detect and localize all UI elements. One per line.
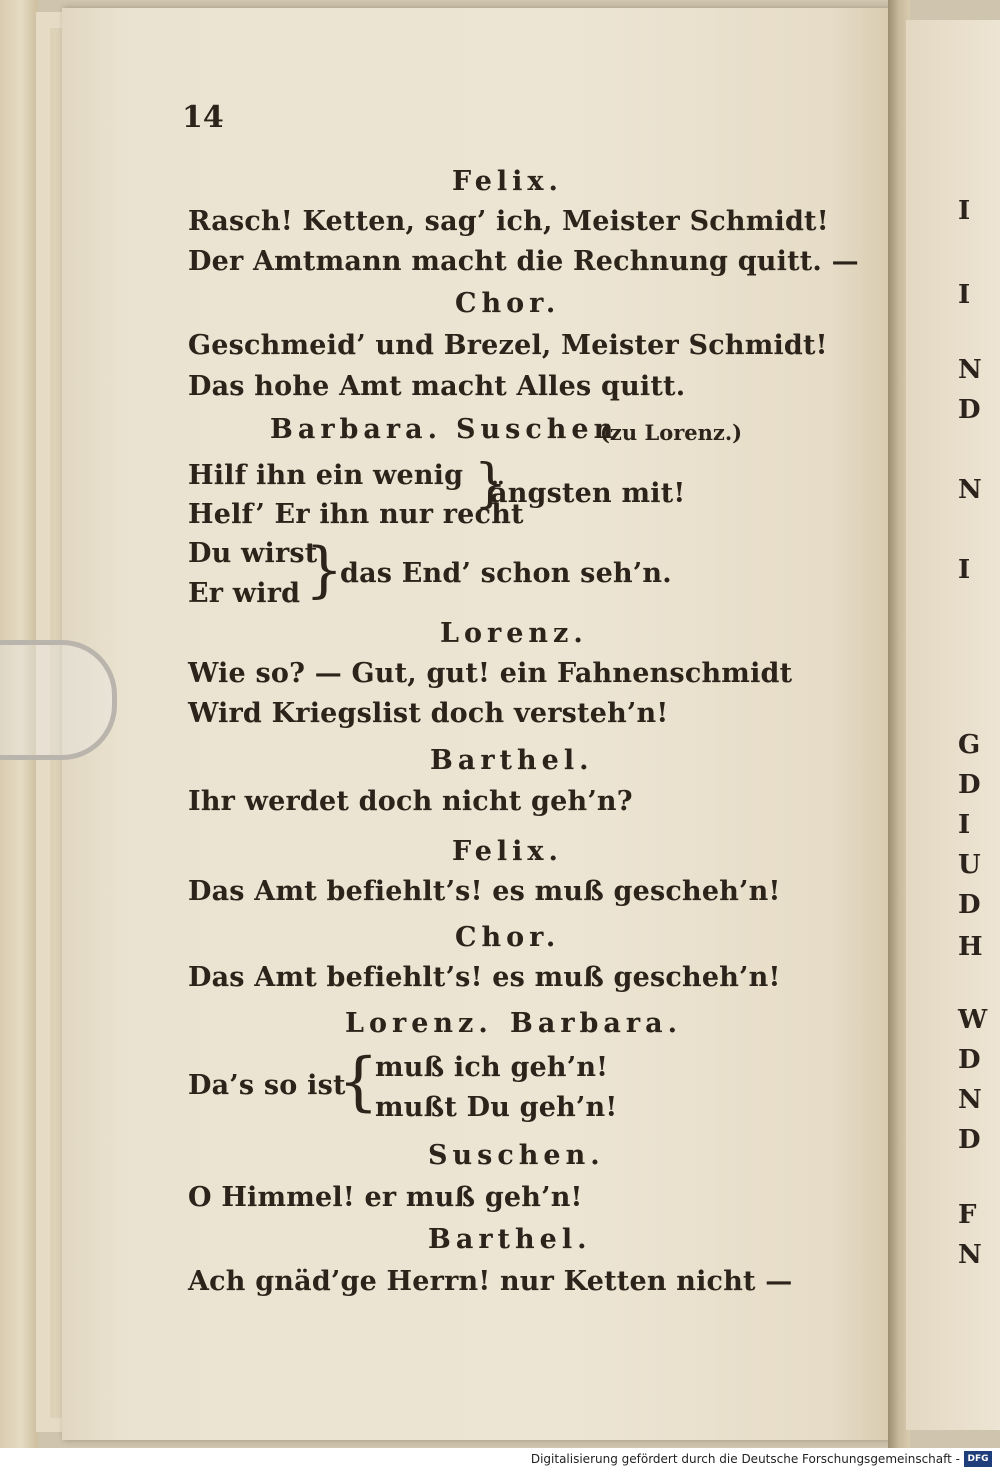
verse-line: Ach gnäd’ge Herrn! nur Ketten nicht — <box>188 1266 793 1297</box>
speaker-name: Suschen. <box>428 1140 605 1171</box>
next-page-letter: N <box>958 475 982 505</box>
next-page-letter: N <box>958 1240 982 1270</box>
verse-line: Da’s so ist <box>188 1070 346 1101</box>
verse-line: Der Amtmann macht die Rechnung quitt. — <box>188 246 859 277</box>
speaker-name: Lorenz. <box>345 1008 493 1039</box>
verse-line: Das Amt befiehlt’s! es muß gescheh’n! <box>188 876 781 907</box>
verse-line: Wird Kriegslist doch versteh’n! <box>188 698 669 729</box>
verse-line: Geschmeid’ und Brezel, Meister Schmidt! <box>188 330 828 361</box>
next-page-letter: U <box>958 850 981 880</box>
next-page-letter: D <box>958 395 981 425</box>
next-page-letter: F <box>958 1200 977 1230</box>
verse-line: Du wirst <box>188 538 318 569</box>
next-page-letter: I <box>958 196 971 226</box>
brace-right: } <box>474 454 508 514</box>
speaker-name: Felix. <box>452 836 563 867</box>
footer-bar <box>0 1448 1000 1473</box>
verse-line: das End’ schon seh’n. <box>340 558 672 589</box>
verse-line: Wie so? — Gut, gut! ein Fahnenschmidt <box>188 658 793 689</box>
next-page-letter: H <box>958 932 983 962</box>
dfg-logo: DFG <box>964 1451 992 1467</box>
verse-line: Rasch! Ketten, sag’ ich, Meister Schmidt! <box>188 206 829 237</box>
verse-line: Das Amt befiehlt’s! es muß gescheh’n! <box>188 962 781 993</box>
next-page-letter: W <box>958 1005 988 1035</box>
verse-line: Helf’ Er ihn nur recht <box>188 499 524 530</box>
verse-line: O Himmel! er muß geh’n! <box>188 1182 583 1213</box>
next-page-letter: I <box>958 280 971 310</box>
next-page-letter: I <box>958 555 971 585</box>
stage-direction: (zu Lorenz.) <box>600 420 743 445</box>
verse-line: Hilf ihn ein wenig <box>188 460 464 491</box>
brace-right: } <box>305 535 344 605</box>
funding-credit: Digitalisierung gefördert durch die Deutsche Forschungsgemeinschaft - <box>530 1452 960 1466</box>
next-page-letter: D <box>958 1045 981 1075</box>
next-page-letter: D <box>958 890 981 920</box>
verse-line: Das hohe Amt macht Alles quitt. <box>188 371 686 402</box>
next-page-letter: G <box>958 730 981 760</box>
speaker-name: Suschen <box>456 414 619 445</box>
speaker-name: Lorenz. <box>440 618 588 649</box>
speaker-name: Chor. <box>455 288 561 319</box>
verse-line: Er wird <box>188 578 301 609</box>
verse-line: mußt Du geh’n! <box>375 1092 618 1123</box>
page-clip <box>0 640 117 760</box>
speaker-name: Felix. <box>452 166 563 197</box>
brace-left: { <box>338 1045 379 1119</box>
next-page-letter: D <box>958 770 981 800</box>
verse-line: Ihr werdet doch nicht geh’n? <box>188 786 633 817</box>
next-page-letter: N <box>958 1085 982 1115</box>
next-page-letter: I <box>958 810 971 840</box>
speaker-name: Barthel. <box>430 745 594 776</box>
speaker-name: Barbara. <box>270 414 443 445</box>
verse-line: ängsten mit! <box>490 478 686 509</box>
page-number: 14 <box>182 100 224 135</box>
next-page-letter: D <box>958 1125 981 1155</box>
speaker-name: Chor. <box>455 922 561 953</box>
verse-line: muß ich geh’n! <box>375 1052 609 1083</box>
speaker-name: Barthel. <box>428 1224 592 1255</box>
next-page-letter: N <box>958 355 982 385</box>
speaker-name: Barbara. <box>510 1008 683 1039</box>
